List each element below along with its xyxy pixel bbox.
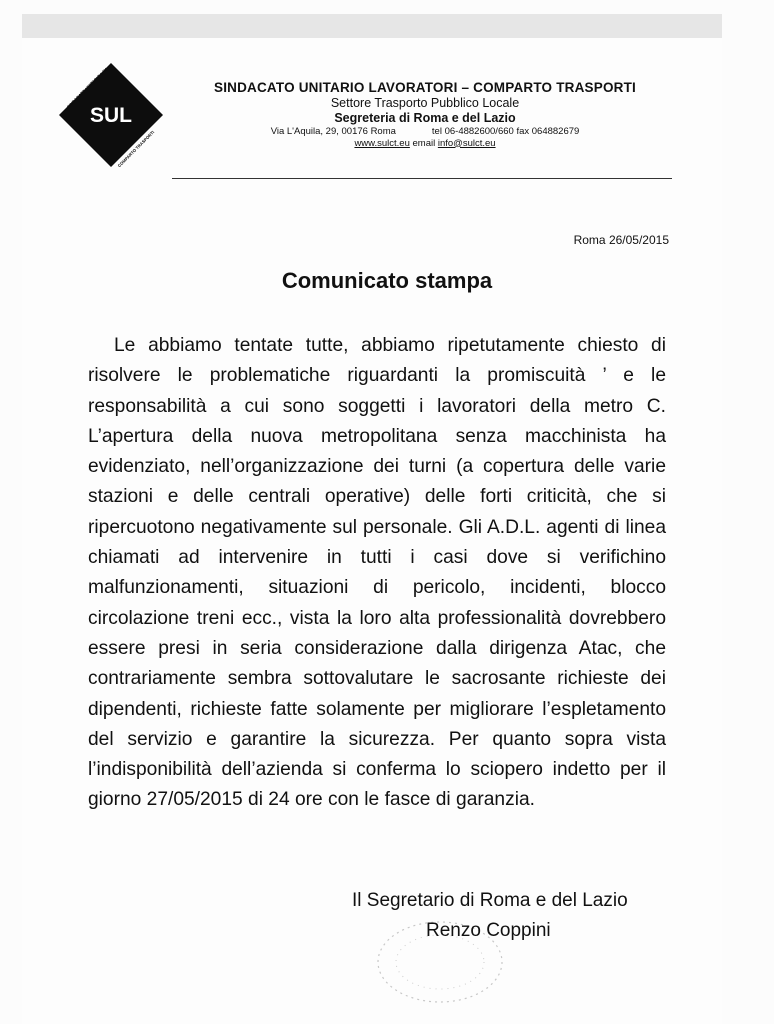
- letterhead-divider: [172, 178, 672, 179]
- document-date: Roma 26/05/2015: [573, 233, 669, 247]
- postal-address: Via L'Aquila, 29, 00176 Roma: [270, 126, 396, 138]
- phone-fax: tel 06-4882600/660 fax 064882679: [431, 126, 580, 138]
- logo-text: SUL: [90, 104, 132, 127]
- letterhead: [170, 80, 680, 149]
- signature-block: [352, 886, 672, 946]
- logo-edge-text-bottom: COMPARTO TRASPORTI: [116, 129, 156, 169]
- address-line: [170, 126, 680, 137]
- logo-edge-text-top: SINDACATO UNITARIO LAV: [65, 66, 109, 110]
- scan-top-border: [22, 14, 722, 38]
- sector-name: Settore Trasporto Pubblico Locale: [330, 95, 520, 110]
- email-label: email: [412, 137, 436, 149]
- organization-name: SINDACATO UNITARIO LAVORATORI – COMPARTO TRASPORTI: [213, 80, 636, 95]
- signatory-role: Il Segretario di Roma e del Lazio: [352, 890, 628, 911]
- website-link[interactable]: www.sulct.eu: [354, 137, 410, 149]
- web-line: [170, 138, 680, 149]
- sul-logo: [56, 60, 166, 170]
- press-release-body: Le abbiamo tentate tutte, abbiamo ripetutamente chiesto di risolvere le problematiche riguardanti la promiscuità ’ e le responsabilità a cui sono soggetti i lavoratori della metro C. L’apertura della nuova metropolitana senza macchinista ha evidenziato, nell’organizzazione dei turni (a copertura delle varie stazioni e delle centrali operative) delle forti criticità, che si ripercuotono negativamente sul personale. Gli A.D.L. agenti di linea chiamati ad intervenire in tutti i casi dove si verifichino malfunzionamenti, situazioni di pericolo, incidenti, blocco circolazione treni ecc., vista la loro alta professionalità dovrebbero essere presi in seria considerazione dalla dirigenza Atac, che contrariamente sembra sottovalutare le sacrosante richieste dei dipendenti, richieste fatte solamente per migliorare l’espletamento del servizio e garantire la sicurezza. Per quanto sopra vista l’indisponibilità dell’azienda si conferma lo sciopero indetto per il giorno 27/05/2015 di 24 ore con le fasce di garanzia.: [88, 335, 666, 811]
- signatory-name: Renzo Coppini: [426, 920, 551, 941]
- email-link[interactable]: info@sulct.eu: [437, 137, 496, 149]
- sul-logo-diamond: [56, 60, 166, 170]
- document-title: Comunicato stampa: [281, 268, 493, 293]
- office-name: Segreteria di Roma e del Lazio: [334, 110, 516, 125]
